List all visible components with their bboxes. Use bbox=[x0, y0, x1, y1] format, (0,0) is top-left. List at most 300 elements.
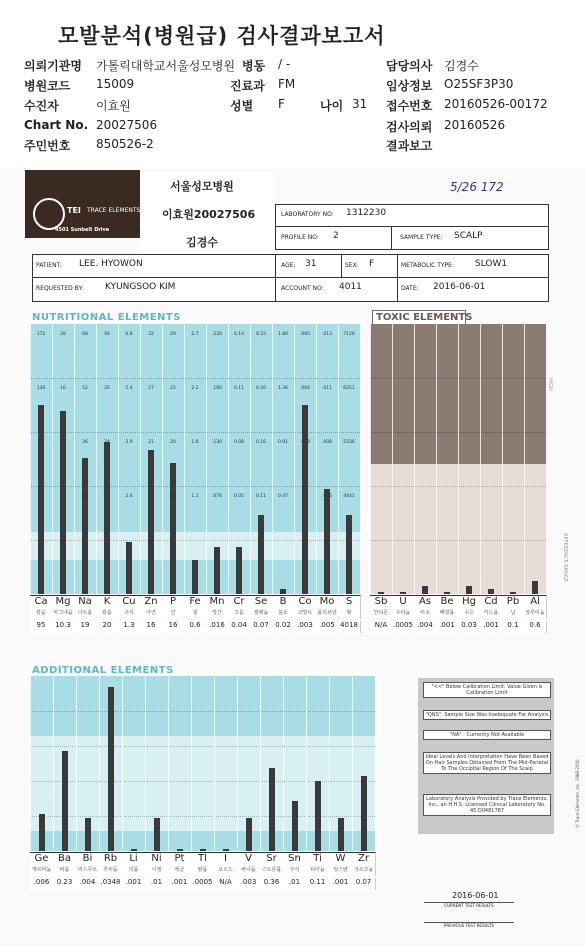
column-divider bbox=[74, 324, 75, 638]
element-symbol: Ba bbox=[53, 852, 77, 867]
element-symbol: Sb bbox=[370, 595, 393, 610]
column-divider bbox=[228, 324, 229, 638]
element-korean: 루비듐 bbox=[99, 866, 123, 876]
account-label: ACCOUNT NO: bbox=[281, 285, 324, 292]
tick-label: 0.26 bbox=[255, 386, 267, 391]
element-korean: 탈륨 bbox=[191, 866, 215, 876]
tick-label: 11 bbox=[60, 440, 66, 445]
lab-no: 1312230 bbox=[346, 208, 387, 218]
chart-gridline bbox=[30, 711, 375, 712]
element-korean: 지르코늄 bbox=[352, 866, 376, 876]
element-value: .001 bbox=[122, 878, 146, 890]
value-resident-no: 850526-2 bbox=[96, 137, 154, 151]
element-symbol: Cr bbox=[228, 595, 251, 610]
bar-sn bbox=[292, 801, 298, 851]
bar-b bbox=[280, 589, 286, 594]
column-divider bbox=[162, 324, 163, 638]
label-dept: 진료과 bbox=[230, 79, 265, 93]
label-chart-no: Chart No. bbox=[24, 118, 89, 132]
tick-label: 0.33 bbox=[255, 332, 267, 337]
column-divider bbox=[524, 324, 525, 638]
element-korean: 셀레늄 bbox=[250, 609, 273, 619]
column-divider bbox=[206, 324, 207, 638]
label-report-date: 결과보고 bbox=[386, 139, 433, 153]
element-value: .001 bbox=[168, 878, 192, 890]
column-divider bbox=[370, 324, 371, 638]
result-date: 2016-06-01 bbox=[452, 891, 499, 900]
tick-label: 2.7 bbox=[191, 332, 199, 337]
element-value: 0.03 bbox=[458, 621, 481, 633]
element-korean: 황 bbox=[338, 609, 361, 619]
element-value: 0.07 bbox=[352, 878, 376, 890]
value-age: 31 bbox=[352, 97, 368, 111]
toxic-chart bbox=[370, 324, 555, 629]
element-value: .004 bbox=[414, 621, 437, 633]
element-value: 0.11 bbox=[306, 878, 330, 890]
tick-label: .064 bbox=[299, 386, 311, 391]
tick-label: 20 bbox=[170, 440, 176, 445]
bar-cu bbox=[126, 542, 132, 594]
element-value: 0.6 bbox=[524, 621, 547, 633]
element-korean: 스트론튬 bbox=[260, 866, 284, 876]
element-value: .001 bbox=[436, 621, 459, 633]
value-hospital-code: 15009 bbox=[96, 77, 135, 91]
additional-chart bbox=[30, 676, 410, 886]
bar-mg bbox=[60, 411, 66, 594]
element-symbol: Bi bbox=[76, 852, 100, 867]
tick-label: 1.1 bbox=[191, 494, 199, 499]
tick-label: .230 bbox=[211, 332, 223, 337]
element-value: .01 bbox=[283, 878, 307, 890]
element-value: 16 bbox=[162, 621, 185, 633]
bar-as bbox=[422, 586, 428, 594]
element-value: 0.07 bbox=[250, 621, 273, 633]
column-divider bbox=[294, 324, 295, 638]
element-value: .006 bbox=[30, 878, 54, 890]
element-korean: 백금 bbox=[168, 866, 192, 876]
value-chart-no: 20027506 bbox=[96, 118, 158, 132]
label-sex: 성별 bbox=[230, 99, 254, 113]
report-title: 모발분석(병원급) 검사결과보고서 bbox=[58, 24, 386, 48]
tick-label: 32 bbox=[148, 332, 154, 337]
sex-value: F bbox=[369, 259, 375, 269]
tick-label: 7126 bbox=[343, 332, 355, 337]
tick-label: .076 bbox=[211, 494, 223, 499]
element-value: 0.23 bbox=[53, 878, 77, 890]
element-korean: 바나듐 bbox=[237, 866, 261, 876]
patient-info-box bbox=[32, 254, 549, 302]
label-hospital-code: 병원코드 bbox=[24, 79, 71, 93]
element-symbol: S bbox=[338, 595, 361, 610]
column-divider bbox=[96, 324, 97, 638]
logo-text: TRACE ELEMENTS bbox=[87, 207, 141, 214]
value-doctor: 김경수 bbox=[444, 59, 479, 73]
value-dept: FM bbox=[278, 77, 296, 91]
high-label: HIGH bbox=[547, 378, 553, 391]
element-value: .016 bbox=[206, 621, 229, 633]
tick-label: .085 bbox=[299, 332, 311, 337]
bar-p bbox=[170, 463, 176, 594]
column-divider bbox=[272, 324, 273, 638]
column-divider bbox=[316, 324, 317, 638]
date-value: 2016-06-01 bbox=[433, 282, 486, 292]
nutritional-chart bbox=[30, 324, 370, 629]
element-symbol: Fe bbox=[184, 595, 207, 610]
element-symbol: Pb bbox=[502, 595, 525, 610]
profile-no: 2 bbox=[333, 231, 339, 241]
column-divider bbox=[30, 324, 31, 638]
element-value: 1.3 bbox=[118, 621, 141, 633]
handwritten-note: 5/26 172 bbox=[450, 180, 504, 194]
age-label: AGE: bbox=[281, 262, 296, 269]
tick-label: 46 bbox=[104, 332, 110, 337]
sample-type: SCALP bbox=[454, 231, 483, 241]
element-value: 0.36 bbox=[260, 878, 284, 890]
bar-cd bbox=[488, 589, 494, 594]
bar-li bbox=[131, 849, 137, 851]
chart-gridline bbox=[30, 816, 375, 817]
element-korean: 우라늄 bbox=[392, 609, 415, 619]
element-korean: 붕소 bbox=[272, 609, 295, 619]
chart-gridline bbox=[30, 378, 360, 379]
tick-label: 5.4 bbox=[125, 386, 133, 391]
tick-label: .006 bbox=[321, 494, 333, 499]
element-korean: 코발트 bbox=[294, 609, 317, 619]
element-value: 95 bbox=[30, 621, 53, 633]
column-divider bbox=[250, 324, 251, 638]
lab-no-label: LABORATORY NO: bbox=[281, 211, 334, 218]
bar-co bbox=[302, 405, 308, 594]
current-results-label: CURRENT TEST RESULTS bbox=[424, 902, 514, 908]
reference-range-label: REFERENCE RANGE bbox=[562, 533, 568, 582]
bar-u bbox=[400, 592, 406, 594]
bar-al bbox=[532, 581, 538, 594]
element-korean: 수은 bbox=[458, 609, 481, 619]
tick-label: 68 bbox=[82, 332, 88, 337]
bar-tl bbox=[200, 849, 206, 851]
note-lab-provider: Laboratory Analysis Provided by Trace Elements, Inc., an H.H.S. Licensed Clinical Laboratory No. 45 D0481787 bbox=[423, 794, 551, 816]
element-value: 0.04 bbox=[228, 621, 251, 633]
tick-label: 24 bbox=[104, 440, 110, 445]
element-symbol: Pt bbox=[168, 852, 192, 867]
tick-label: .008 bbox=[321, 440, 333, 445]
profile-no-label: PROFILE NO: bbox=[281, 234, 319, 241]
bar-zr bbox=[361, 776, 367, 851]
element-symbol: Ti bbox=[306, 852, 330, 867]
element-symbol: Ge bbox=[30, 852, 54, 867]
tick-label: 27 bbox=[148, 386, 154, 391]
element-value: .001 bbox=[480, 621, 503, 633]
tick-label: 21 bbox=[148, 440, 154, 445]
column-divider bbox=[480, 324, 481, 638]
element-korean: 주석 bbox=[283, 866, 307, 876]
bar-rb bbox=[108, 687, 114, 851]
column-divider bbox=[502, 324, 503, 638]
element-korean: 칼슘 bbox=[30, 609, 53, 619]
bar-ti bbox=[315, 781, 321, 851]
doctor-stamp: 김경수 bbox=[186, 236, 218, 249]
tick-label: 16 bbox=[170, 494, 176, 499]
bar-bi bbox=[85, 818, 91, 851]
lab-info-box bbox=[275, 204, 549, 250]
tick-label: 0.16 bbox=[255, 440, 267, 445]
bar-ba bbox=[62, 751, 68, 851]
element-value: .0348 bbox=[99, 878, 123, 890]
note-na: "NA" : Currently Not Available bbox=[423, 730, 551, 740]
tick-label: 2.4 bbox=[125, 494, 133, 499]
element-korean: 칼륨 bbox=[96, 609, 119, 619]
bar-ca bbox=[38, 405, 44, 594]
element-value: 16 bbox=[140, 621, 163, 633]
bar-ge bbox=[39, 814, 45, 851]
element-symbol: Cd bbox=[480, 595, 503, 610]
column-divider bbox=[392, 324, 393, 638]
element-symbol: B bbox=[272, 595, 295, 610]
bar-pt bbox=[177, 849, 183, 851]
label-clinical-info: 임상정보 bbox=[386, 79, 433, 93]
column-divider bbox=[414, 324, 415, 638]
bar-i bbox=[223, 849, 229, 851]
element-value: .003 bbox=[237, 878, 261, 890]
label-doctor: 담당의사 bbox=[386, 59, 433, 73]
element-value: 19 bbox=[74, 621, 97, 633]
tick-label: 4441 bbox=[343, 494, 355, 499]
tick-label: 16 bbox=[60, 386, 66, 391]
copyright: © Trace Elements, Inc. 1988-2000 bbox=[575, 759, 580, 828]
element-value: 20 bbox=[96, 621, 119, 633]
value-ward: / - bbox=[278, 57, 291, 71]
element-value: .005 bbox=[316, 621, 339, 633]
bar-zn bbox=[148, 450, 154, 594]
label-receipt-no: 접수번호 bbox=[386, 99, 433, 113]
element-symbol: Li bbox=[122, 852, 146, 867]
element-symbol: Sn bbox=[283, 852, 307, 867]
tick-label: 52 bbox=[82, 386, 88, 391]
chart-gridline bbox=[30, 746, 375, 747]
element-value: 10.3 bbox=[52, 621, 75, 633]
element-korean: 비스무트 bbox=[76, 866, 100, 876]
element-symbol: Zn bbox=[140, 595, 163, 610]
sex-label: SEX: bbox=[345, 262, 359, 269]
bar-v bbox=[246, 818, 252, 851]
value-request-date: 20160526 bbox=[444, 118, 506, 132]
previous-results-label: PREVIOUS TEST RESULTS bbox=[424, 922, 514, 928]
value-patient: 이효원 bbox=[96, 99, 131, 113]
lab-logo bbox=[25, 170, 140, 238]
tick-label: 5336 bbox=[343, 440, 355, 445]
stamp-box bbox=[140, 172, 275, 256]
age-value: 31 bbox=[305, 259, 317, 269]
element-symbol: Sr bbox=[260, 852, 284, 867]
hospital-stamp: 서울성모병원 bbox=[170, 180, 234, 193]
bar-na bbox=[82, 458, 88, 594]
tick-label: 36 bbox=[82, 440, 88, 445]
bar-sr bbox=[269, 768, 275, 852]
element-value: 0.6 bbox=[184, 621, 207, 633]
element-value: N/A bbox=[214, 878, 238, 890]
note-qns: "QNS": Sample Size Was Inadequate For Analysis bbox=[423, 710, 551, 720]
element-symbol: Tl bbox=[191, 852, 215, 867]
element-value: .001 bbox=[329, 878, 353, 890]
tick-label: 6251 bbox=[343, 386, 355, 391]
element-korean: 게르마늄 bbox=[30, 866, 54, 876]
element-value: .004 bbox=[76, 878, 100, 890]
element-korean: 나트륨 bbox=[74, 609, 97, 619]
patient-label: PATIENT: bbox=[36, 262, 62, 269]
column-divider bbox=[52, 324, 53, 638]
value-institution: 가톨릭대학교서울성모병원 bbox=[96, 59, 236, 73]
note-below-limit: "<<" Below Calibration Limit: Value Given is Calibration Limit bbox=[423, 682, 551, 698]
tick-label: .011 bbox=[321, 386, 333, 391]
element-korean: 인 bbox=[162, 609, 185, 619]
element-value: .003 bbox=[294, 621, 317, 633]
column-divider bbox=[140, 324, 141, 638]
header-info bbox=[24, 57, 569, 157]
label-ward: 병동 bbox=[242, 59, 266, 73]
tick-label: 35 bbox=[104, 386, 110, 391]
notes-panel bbox=[418, 678, 554, 834]
element-symbol: Mg bbox=[52, 595, 75, 610]
element-symbol: Na bbox=[74, 595, 97, 610]
element-korean: 리튬 bbox=[122, 866, 146, 876]
bar-sb bbox=[378, 592, 384, 594]
tick-label: 1.36 bbox=[277, 386, 289, 391]
value-clinical-info: O25SF3P30 bbox=[444, 77, 514, 91]
bar-ni bbox=[154, 818, 160, 851]
tick-label: 29 bbox=[170, 332, 176, 337]
bar-s bbox=[346, 515, 352, 594]
element-value: 4018 bbox=[338, 621, 361, 633]
label-patient: 수진자 bbox=[24, 99, 59, 113]
label-age: 나이 bbox=[320, 99, 344, 113]
element-korean: 구리 bbox=[118, 609, 141, 619]
element-symbol: I bbox=[214, 852, 238, 867]
element-korean: 요오드 bbox=[214, 866, 238, 876]
bar-mo bbox=[324, 489, 330, 594]
chart-gridline bbox=[30, 781, 375, 782]
element-value: 0.02 bbox=[272, 621, 295, 633]
note-ideal-levels: Ideal Levels And Interpretation Have Been Based On Hair Samples Obtained From The Mid-Parietal To The Occipital Region Of The Scalp bbox=[423, 752, 551, 774]
tick-label: 24 bbox=[82, 494, 88, 499]
nutritional-title: NUTRITIONAL ELEMENTS bbox=[32, 312, 181, 323]
element-korean: 텅스텐 bbox=[329, 866, 353, 876]
element-korean: 비소 bbox=[414, 609, 437, 619]
element-symbol: Ni bbox=[145, 852, 169, 867]
element-korean: 알루미늄 bbox=[524, 609, 547, 619]
element-symbol: K bbox=[96, 595, 119, 610]
tick-label: .009 bbox=[299, 440, 311, 445]
tick-label: 25 bbox=[170, 386, 176, 391]
value-sex: F bbox=[278, 97, 285, 111]
bar-se bbox=[258, 515, 264, 594]
tick-label: 0.47 bbox=[277, 494, 289, 499]
tick-label: 0.11 bbox=[255, 494, 267, 499]
date-label: DATE: bbox=[401, 285, 419, 292]
element-symbol: Be bbox=[436, 595, 459, 610]
element-symbol: Ca bbox=[30, 595, 53, 610]
bar-cr bbox=[236, 547, 242, 594]
label-resident-no: 주민번호 bbox=[24, 139, 71, 153]
tick-label: .180 bbox=[211, 386, 223, 391]
element-symbol: P bbox=[162, 595, 185, 610]
lab-address: 4501 Sunbelt Drive bbox=[55, 227, 110, 233]
tick-label: 0.08 bbox=[233, 440, 245, 445]
bar-be bbox=[444, 592, 450, 594]
tick-label: 0.05 bbox=[233, 494, 245, 499]
element-korean: 베릴륨 bbox=[436, 609, 459, 619]
element-symbol: Se bbox=[250, 595, 273, 610]
element-symbol: Hg bbox=[458, 595, 481, 610]
metabolic-value: SLOW1 bbox=[475, 259, 508, 269]
tick-label: 0.11 bbox=[233, 386, 245, 391]
logo-short: TEI bbox=[67, 206, 81, 215]
element-symbol: U bbox=[392, 595, 415, 610]
chart-gridline bbox=[30, 432, 360, 433]
element-korean: 아연 bbox=[140, 609, 163, 619]
chart-gridline bbox=[30, 540, 360, 541]
element-symbol: Rb bbox=[99, 852, 123, 867]
column-divider bbox=[338, 324, 339, 638]
element-symbol: Mo bbox=[316, 595, 339, 610]
bar-fe bbox=[192, 560, 198, 594]
patient-name: LEE. HYOWON bbox=[79, 259, 143, 269]
element-symbol: Al bbox=[524, 595, 547, 610]
element-korean: 바륨 bbox=[53, 866, 77, 876]
element-value: 0.1 bbox=[502, 621, 525, 633]
requested-value: KYUNGSOO KIM bbox=[105, 282, 176, 292]
element-value: .01 bbox=[145, 878, 169, 890]
element-korean: 안티몬 bbox=[370, 609, 393, 619]
tick-label: .130 bbox=[211, 440, 223, 445]
tick-label: 172 bbox=[36, 332, 46, 337]
element-korean: 납 bbox=[502, 609, 525, 619]
element-symbol: Cu bbox=[118, 595, 141, 610]
tick-label: 0.91 bbox=[277, 440, 289, 445]
element-korean: 망간 bbox=[206, 609, 229, 619]
metabolic-label: METABOLIC TYPE: bbox=[401, 262, 454, 269]
element-value: N/A bbox=[370, 621, 393, 633]
requested-label: REQUESTED BY: bbox=[36, 285, 84, 292]
tick-label: 3.9 bbox=[125, 440, 133, 445]
tick-label: 1.6 bbox=[191, 440, 199, 445]
chart-reference-band bbox=[30, 532, 360, 560]
element-korean: 마그네슘 bbox=[52, 609, 75, 619]
additional-title: ADDITIONAL ELEMENTS bbox=[32, 665, 174, 676]
column-divider bbox=[184, 324, 185, 638]
element-korean: 티타늄 bbox=[306, 866, 330, 876]
toxic-title: TOXIC ELEMENTS bbox=[376, 312, 473, 323]
tick-label: 6.8 bbox=[125, 332, 133, 337]
tick-label: 130 bbox=[36, 386, 46, 391]
bar-k bbox=[104, 442, 110, 594]
tick-label: .013 bbox=[321, 332, 333, 337]
element-symbol: Zr bbox=[352, 852, 376, 867]
tick-label: 0.14 bbox=[233, 332, 245, 337]
patient-stamp: 이효원20027506 bbox=[162, 208, 256, 221]
column-divider bbox=[118, 324, 119, 638]
element-korean: 카드뮴 bbox=[480, 609, 503, 619]
sample-type-label: SAMPLE TYPE: bbox=[400, 234, 443, 241]
tick-label: 2.2 bbox=[191, 386, 199, 391]
element-korean: 철 bbox=[184, 609, 207, 619]
scanned-report bbox=[0, 168, 585, 946]
column-divider bbox=[458, 324, 459, 638]
column-divider bbox=[436, 324, 437, 638]
element-korean: 몰리브덴 bbox=[316, 609, 339, 619]
element-symbol: Mn bbox=[206, 595, 229, 610]
value-receipt-no: 20160526-00172 bbox=[444, 97, 548, 111]
element-symbol: As bbox=[414, 595, 437, 610]
